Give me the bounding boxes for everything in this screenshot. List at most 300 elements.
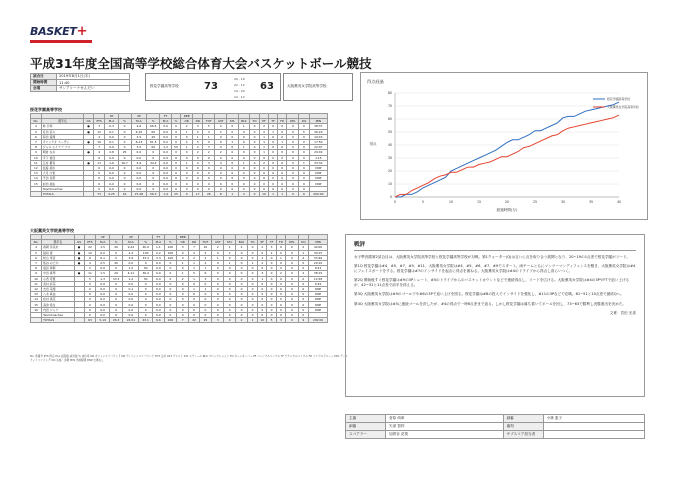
stat-cell: 0-0	[131, 186, 147, 191]
stat-cell: 0	[235, 260, 247, 265]
total-cell: 10	[258, 318, 267, 323]
official-role: スコアラー	[346, 431, 386, 439]
stat-cell: 0	[299, 176, 309, 181]
stat-cell: 0	[212, 271, 224, 276]
stat-cell: 2	[258, 260, 267, 265]
stat-cell: 0	[171, 124, 180, 129]
stat-cell: 9	[31, 271, 42, 276]
stat-cell: 15	[31, 302, 42, 307]
stat-cell: 0	[250, 176, 260, 181]
stat-cell: 0-0	[152, 266, 164, 271]
stat-cell: 0-0	[160, 165, 172, 170]
stat-cell: 25	[118, 150, 131, 155]
stat-cell: 0	[189, 307, 199, 312]
total-cell: 0	[287, 191, 299, 196]
stat-cell: 0	[286, 281, 298, 286]
stat-column-header: No.	[31, 119, 42, 124]
total-cell: 5	[267, 318, 276, 323]
stat-cell: 0-0	[160, 160, 172, 165]
stat-cell: 0	[199, 281, 211, 286]
stat-cell: 0	[238, 139, 250, 144]
stat-cell: 10	[31, 276, 42, 281]
stat-cell: 2	[224, 250, 236, 255]
stat-cell: 16.7	[118, 160, 131, 165]
stat-cell: 0-0	[123, 260, 139, 265]
stat-column-header: %	[171, 119, 180, 124]
stat-cell: 5	[84, 276, 96, 281]
stat-cell: 1	[224, 245, 236, 250]
stat-cell: 1	[238, 160, 250, 165]
stat-cell: 0	[298, 266, 309, 271]
stat-cell: 0-0	[123, 292, 139, 297]
stat-cell: 0-0	[152, 276, 164, 281]
info-value: 2019年8月1日(木)	[57, 74, 130, 80]
stat-cell: 0	[258, 266, 267, 271]
stat-cell: 0	[93, 171, 105, 176]
y-tick-label: 70	[387, 104, 392, 109]
stat-cell: 0	[287, 124, 299, 129]
stat-cell: 0	[269, 171, 278, 176]
stat-cell: 1	[193, 134, 203, 139]
stat-cell: 0	[286, 307, 298, 312]
stat-cell: 0	[299, 155, 309, 160]
stat-column-header: DR	[193, 119, 203, 124]
stat-cell: 0	[139, 312, 152, 317]
stat-cell: 0	[212, 260, 224, 265]
stat-cell: ●	[84, 129, 94, 134]
stat-cell: 0	[212, 292, 224, 297]
stat-cell: 0	[212, 302, 224, 307]
player-name: 小西 寿寛	[42, 276, 74, 281]
stat-cell: 0-0	[96, 292, 110, 297]
stat-cell: 0	[276, 260, 286, 265]
official-name: 菅原 尚軍	[386, 415, 504, 423]
stat-cell: 0	[248, 250, 258, 255]
team-a-stats-table	[30, 113, 328, 197]
total-cell: 73	[93, 191, 105, 196]
stat-cell: 61.5	[147, 139, 160, 144]
stat-cell: 0	[189, 281, 199, 286]
stat-cell: 0	[298, 312, 309, 317]
stat-cell: 100	[139, 250, 152, 255]
stat-cell: 0-0	[152, 281, 164, 286]
stat-cell: 0-0	[96, 297, 110, 302]
total-cell: 10	[259, 191, 268, 196]
abbreviation-legend: No. 背番号 PTS 得点 M-A 試投数-成功数 % 成功率 OR オフェンスリバウンド DR ディフェンスリバウンド TOT 合計 AST アシスト STL スティール BLK ブロックショット TO ターンオーバー PF パーソナルファウル TF テクニカルファウル FD ファウルドローン DPL ディスクォリファイング DQ 失格・退場 MIN 出場時間 DNP 出場なし	[30, 355, 348, 363]
official-name	[543, 423, 644, 431]
stat-cell: 0	[109, 307, 122, 312]
x-tick-label: 15	[476, 200, 482, 204]
stat-cell: 12	[31, 165, 42, 170]
stat-cell: 0	[203, 155, 215, 160]
stat-cell: 0	[118, 134, 131, 139]
stat-cell: 9	[31, 150, 42, 155]
stat-cell: 0	[287, 176, 299, 181]
stat-cell: 0-0	[131, 165, 147, 170]
stat-cell: 0	[250, 145, 260, 150]
stat-cell: 0	[93, 181, 105, 186]
stat-cell: 0	[139, 260, 152, 265]
stat-cell: 3-3	[152, 255, 164, 260]
player-name: 平下 愛佳	[41, 155, 83, 160]
stat-cell: 2	[193, 129, 203, 134]
stat-cell: 0	[224, 292, 236, 297]
info-key: 開始時間	[31, 80, 57, 86]
stat-cell: 0-0	[152, 286, 164, 291]
stat-cell: 0	[147, 171, 160, 176]
stat-cell: 0	[267, 266, 276, 271]
stat-cell: 0	[176, 266, 189, 271]
stat-cell: 1	[181, 160, 193, 165]
y-tick-label: 30	[387, 156, 392, 161]
stat-cell: 2-8	[105, 150, 118, 155]
player-name: 武村 彩菜	[42, 281, 74, 286]
stat-cell: 0	[109, 302, 122, 307]
stat-cell: 0	[118, 124, 131, 129]
stat-cell: 0	[248, 312, 258, 317]
stat-cell: 29:49	[309, 150, 327, 155]
stat-cell: 0	[164, 292, 176, 297]
official-name: 小林 恵子	[543, 415, 644, 423]
stat-cell: 0	[258, 286, 267, 291]
stat-group-header: FT	[160, 114, 172, 119]
stat-cell: 6-10	[131, 129, 147, 134]
stat-cell: 0	[298, 302, 309, 307]
stat-cell: 0	[277, 171, 286, 176]
stat-cell: 0-0	[152, 297, 164, 302]
stat-cell: 0-0	[160, 134, 172, 139]
stat-cell: 0	[189, 297, 199, 302]
stat-cell: DNP	[309, 292, 328, 297]
stat-cell: 0-1	[123, 286, 139, 291]
stat-cell: 0	[287, 186, 299, 191]
stat-cell: 1	[269, 129, 278, 134]
stat-cell: 3	[267, 245, 276, 250]
stat-cell: 0	[276, 297, 286, 302]
stat-cell: 50	[139, 266, 152, 271]
stat-cell: 0	[267, 276, 276, 281]
stat-cell: 0	[109, 281, 122, 286]
stat-cell: 0	[171, 160, 180, 165]
stat-cell: 0	[224, 286, 236, 291]
stat-cell: DNP	[309, 302, 328, 307]
x-tick-label: 10	[448, 200, 454, 204]
stat-cell: 0	[84, 286, 96, 291]
stat-cell: 2-5	[131, 134, 147, 139]
stat-cell: 0	[277, 124, 286, 129]
stat-column-header: FD	[277, 119, 286, 124]
stat-cell: 2	[276, 271, 286, 276]
total-cell: 1	[269, 191, 278, 196]
stat-group-header: 3P	[105, 114, 118, 119]
stat-cell: 0	[267, 312, 276, 317]
stat-column-header: STL	[227, 119, 238, 124]
stat-cell: 0	[286, 312, 298, 317]
y-tick-label: 80	[387, 91, 392, 96]
total-cell: 200:00	[309, 191, 327, 196]
stat-cell: 0	[276, 276, 286, 281]
stat-cell: 3	[203, 160, 215, 165]
stat-cell: 8	[31, 145, 42, 150]
stat-cell: 0	[164, 286, 176, 291]
stat-cell: 0	[199, 312, 211, 317]
analysis-author: 文責：宮田 光喜	[609, 310, 636, 315]
stat-cell: 0	[238, 176, 250, 181]
stat-cell: 0	[287, 139, 299, 144]
stat-cell: 40:00	[309, 245, 328, 250]
stat-cell: 0	[176, 307, 189, 312]
stat-cell: 0	[171, 150, 180, 155]
player-name: 有田 菜々	[41, 129, 83, 134]
stat-cell: 38:19	[309, 271, 328, 276]
stat-cell: 0	[277, 145, 286, 150]
stat-cell: 0	[171, 134, 180, 139]
stat-cell: ●	[74, 260, 84, 265]
stat-cell: 1	[248, 260, 258, 265]
stat-cell: 4	[189, 250, 199, 255]
stat-cell: 4-6	[131, 124, 147, 129]
stat-cell: 0	[250, 160, 260, 165]
stat-cell: 7	[31, 139, 42, 144]
stat-cell: 0	[139, 286, 152, 291]
stat-cell: 19:43	[309, 134, 327, 139]
stat-cell: 2	[176, 276, 189, 281]
game-info-table	[30, 73, 130, 92]
stat-cell: 0	[109, 292, 122, 297]
stat-cell: 0	[299, 124, 309, 129]
stat-cell: 0	[215, 124, 227, 129]
stat-cell: 0	[250, 171, 260, 176]
stat-cell: 0	[287, 150, 299, 155]
stat-cell: 11	[84, 271, 96, 276]
stat-cell: 0	[258, 250, 267, 255]
stat-column-header: PF	[258, 240, 267, 245]
stat-cell: 0	[277, 134, 286, 139]
stat-cell: 0	[227, 186, 238, 191]
stat-cell: 3	[199, 276, 211, 281]
stat-column-header: PTS	[93, 119, 105, 124]
player-name: 佐藤 美玖	[41, 165, 83, 170]
stat-cell: 0	[176, 312, 189, 317]
stat-cell: 0	[277, 150, 286, 155]
player-name: 江村 優有	[41, 160, 83, 165]
stat-cell: 4-9	[131, 160, 147, 165]
stat-cell: 0	[164, 281, 176, 286]
stat-cell: 0	[212, 286, 224, 291]
stat-group-header: REB	[181, 114, 193, 119]
stat-cell: DNP	[309, 165, 327, 170]
stat-cell: 0	[248, 302, 258, 307]
stat-cell: 22	[84, 245, 96, 250]
stat-cell: ●	[74, 250, 84, 255]
stat-cell: 0	[258, 302, 267, 307]
stat-cell: 0	[286, 297, 298, 302]
y-tick-label: 50	[387, 130, 392, 135]
stat-cell: 0	[269, 181, 278, 186]
stat-cell: 0	[212, 266, 224, 271]
stat-cell: 6	[31, 134, 42, 139]
stat-cell: 0	[248, 255, 258, 260]
stat-cell: 1	[238, 145, 250, 150]
stat-cell: 0	[250, 181, 260, 186]
stat-cell: 0	[269, 145, 278, 150]
official-name: 加賀谷 花梨	[386, 431, 504, 439]
stat-cell: 2	[267, 250, 276, 255]
stat-cell: 14	[31, 297, 42, 302]
stat-cell: 1-5	[96, 271, 110, 276]
stat-cell: 0	[224, 271, 236, 276]
stat-column-header: TO	[250, 119, 260, 124]
stat-cell: 0	[224, 307, 236, 312]
stat-cell: 0	[215, 139, 227, 144]
stat-cell: 13	[31, 171, 42, 176]
stat-cell: 40	[147, 134, 160, 139]
stat-cell: 1-3	[96, 276, 110, 281]
stat-cell: 0	[267, 297, 276, 302]
total-cell: 5-19	[96, 318, 110, 323]
stat-cell: 0	[269, 124, 278, 129]
stat-cell: 5	[203, 124, 215, 129]
stat-column-header: %	[109, 240, 122, 245]
stat-cell: 1	[189, 286, 199, 291]
stat-cell: 0-0	[160, 124, 172, 129]
score-progress-svg	[361, 73, 649, 221]
stat-cell: 0-0	[105, 176, 118, 181]
player-name: 前田 美佑	[41, 181, 83, 186]
y-tick-label: 60	[387, 117, 392, 122]
stat-cell: 66.6	[147, 124, 160, 129]
stat-column-header: M-A	[123, 240, 139, 245]
stat-cell: 0	[224, 281, 236, 286]
stat-cell: 4	[93, 134, 105, 139]
stat-cell: 1-2	[123, 266, 139, 271]
quarter-score: 12 - 12	[234, 95, 245, 99]
totals-row	[31, 318, 328, 323]
stat-cell: 1-1	[152, 245, 164, 250]
player-name: 籾山 雪音	[42, 255, 74, 260]
stat-cell: 0	[203, 176, 215, 181]
stat-cell: 0	[193, 171, 203, 176]
stat-cell: DNP	[309, 181, 327, 186]
stat-cell: 0	[269, 165, 278, 170]
stat-cell: 0	[215, 165, 227, 170]
stat-column-header: OR	[176, 240, 189, 245]
stat-cell: 50	[139, 276, 152, 281]
stat-cell: DNP	[309, 286, 328, 291]
stat-cell: 1	[203, 134, 215, 139]
stat-cell: 1-6	[105, 160, 118, 165]
stat-cell: 0-0	[96, 286, 110, 291]
stat-cell: 0	[193, 181, 203, 186]
total-cell: 2	[235, 318, 247, 323]
total-cell: 1-4	[160, 191, 172, 196]
stat-cell: 1	[189, 276, 199, 281]
stat-cell: 0	[276, 292, 286, 297]
y-tick-label: 40	[387, 143, 392, 148]
stat-cell: 0-0	[131, 181, 147, 186]
team-b-name: 大阪薫英女学院高等学校	[287, 84, 327, 88]
player-name: 内田 シャナ	[42, 307, 74, 312]
stat-cell: 0	[199, 302, 211, 307]
stat-cell: 0	[238, 129, 250, 134]
stat-cell: 0	[277, 181, 286, 186]
stat-cell: 0	[298, 276, 309, 281]
stat-cell: 36.4	[139, 271, 152, 276]
stat-cell: 0-0	[105, 145, 118, 150]
stat-cell: 0-0	[123, 281, 139, 286]
stat-group-header: 2P	[131, 114, 147, 119]
stat-cell: 0	[248, 297, 258, 302]
stat-cell: 0	[286, 286, 298, 291]
total-cell: 9	[298, 318, 309, 323]
stat-cell: 0	[299, 165, 309, 170]
stat-column-header: OR	[181, 119, 193, 124]
stat-cell: 0	[93, 186, 105, 191]
stat-cell: 0	[276, 302, 286, 307]
stat-cell: 0-0	[160, 150, 172, 155]
total-cell	[31, 191, 42, 196]
player-name: 松村 爽花	[42, 297, 74, 302]
stat-cell: 0	[147, 150, 160, 155]
stat-cell: 0	[298, 286, 309, 291]
stat-cell: 0	[258, 307, 267, 312]
player-name: 稲垣 愛	[42, 250, 74, 255]
stat-column-header: FD	[276, 240, 286, 245]
stat-column-header: BLK	[235, 240, 247, 245]
stat-cell: 0	[235, 271, 247, 276]
stat-cell: 1	[259, 134, 268, 139]
stat-column-header: %	[118, 119, 131, 124]
stat-cell: 0	[227, 129, 238, 134]
stat-cell: 7	[31, 260, 42, 265]
stat-cell: 2	[259, 129, 268, 134]
total-cell: TOTALS	[41, 191, 83, 196]
stat-cell: 0	[299, 139, 309, 144]
stat-cell: 0	[269, 186, 278, 191]
stat-cell: 0	[164, 302, 176, 307]
official-name	[543, 431, 644, 439]
score-progress-chart	[360, 72, 648, 220]
stat-column-header: M-A	[160, 119, 172, 124]
stat-cell: 0	[215, 171, 227, 176]
stat-cell: 0	[298, 297, 309, 302]
stat-cell: 4	[215, 160, 227, 165]
stat-cell: 0	[287, 129, 299, 134]
stat-cell: 0	[276, 307, 286, 312]
stat-cell: 0	[193, 176, 203, 181]
stat-cell: 0	[250, 150, 260, 155]
stat-cell: 0	[276, 312, 286, 317]
stat-cell: 10	[31, 155, 42, 160]
stat-cell: 0	[109, 255, 122, 260]
stat-cell: 0	[286, 255, 298, 260]
stat-cell: 0	[269, 155, 278, 160]
stat-cell: 2	[235, 245, 247, 250]
stat-cell: 0	[212, 312, 224, 317]
stat-cell: 3	[258, 271, 267, 276]
player-name: 林 沙和	[41, 124, 83, 129]
stat-column-header: AST	[212, 240, 224, 245]
stat-cell: 4-11	[123, 271, 139, 276]
stat-cell: 0	[181, 155, 193, 160]
stat-cell: 10	[84, 250, 96, 255]
total-cell: 3	[212, 318, 224, 323]
stat-cell: DNP	[309, 171, 327, 176]
stat-cell: 30:15	[309, 250, 328, 255]
stat-cell: 0	[235, 302, 247, 307]
total-cell: 29	[199, 318, 211, 323]
player-name: 吉田 菜緒	[42, 286, 74, 291]
